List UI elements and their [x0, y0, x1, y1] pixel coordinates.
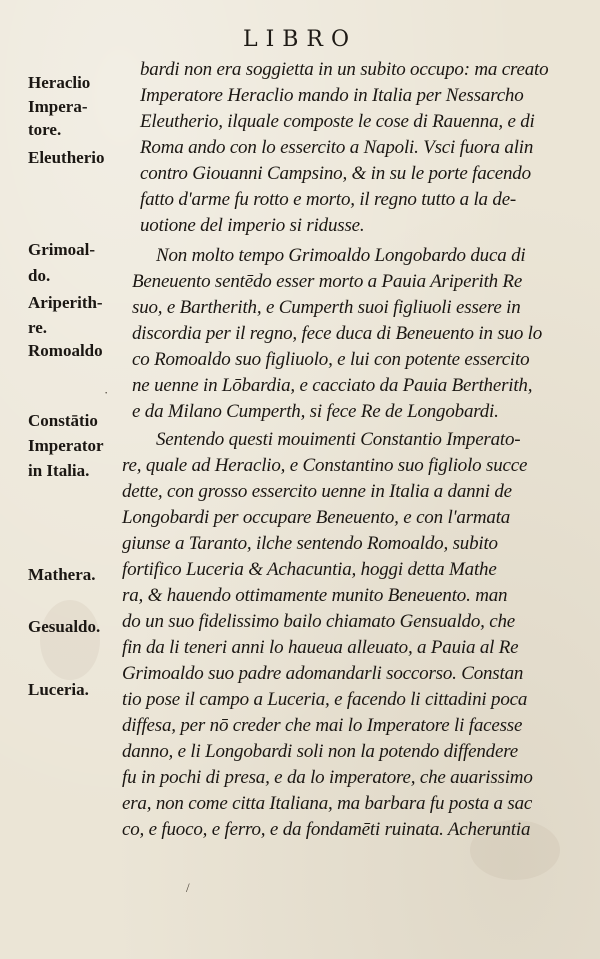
text-line: fortifico Luceria & Achacuntia, hoggi detta Mathe: [122, 559, 497, 580]
paper-stain: [40, 600, 100, 680]
text-line: era, non come citta Italiana, ma barbara fu posta a sac: [122, 793, 533, 814]
text-line: contro Giouanni Campsino, & in su le porte facendo: [140, 163, 531, 184]
margin-note: re.: [28, 318, 48, 337]
text-line: Non molto tempo Grimoaldo Longobardo duca di: [156, 245, 526, 266]
text-line: tio pose il campo a Luceria, e facendo li cittadini poca: [122, 689, 528, 710]
margin-note: Impera-: [28, 97, 88, 116]
margin-note: Luceria.: [28, 680, 89, 699]
text-line: Grimoaldo suo padre adomandarli soccorso. Constan: [122, 663, 524, 684]
text-line: suo, e Bartherith, e Cumperth suoi figliuoli essere in: [132, 297, 521, 318]
text-line: Eleutherio, ilquale composte le cose di Rauenna, e di: [140, 111, 535, 132]
text-line: danno, e li Longobardi soli non la potendo diffendere: [122, 741, 518, 762]
margin-note: Ariperith-: [28, 293, 103, 312]
margin-note: Romoaldo: [28, 341, 103, 360]
text-line: Imperatore Heraclio mando in Italia per Nessarcho: [140, 85, 524, 106]
stray-mark: /: [186, 880, 190, 895]
text-line: do un suo fidelissimo bailo chiamato Gensualdo, che: [122, 611, 515, 632]
text-line: Sentendo questi mouimenti Constantio Imperato-: [156, 429, 521, 450]
margin-note: in Italia.: [28, 461, 90, 480]
margin-note: Constātio: [28, 411, 98, 430]
margin-note: Heraclio: [28, 73, 91, 92]
margin-note: Eleutherio: [28, 148, 105, 167]
text-line: e da Milano Cumperth, si fece Re de Longobardi.: [132, 401, 499, 422]
margin-note: do.: [28, 266, 51, 285]
text-line: co, e fuoco, e ferro, e da fondamēti ruinata. Acheruntia: [122, 819, 531, 840]
text-line: fu in pochi di presa, e da lo imperatore, che auarissimo: [122, 767, 533, 788]
margin-note: Imperator: [28, 436, 104, 455]
stray-mark: ·: [104, 385, 109, 400]
text-line: Longobardi per occupare Beneuento, e con l'armata: [122, 507, 511, 528]
margin-note: Mathera.: [28, 565, 96, 584]
text-line: fin da li teneri anni lo haueua alleuato, a Pauia al Re: [122, 637, 519, 658]
text-line: dette, con grosso essercito uenne in Italia a danni de: [122, 481, 512, 502]
text-line: Roma ando con lo essercito a Napoli. Vsci fuora alin: [140, 137, 534, 158]
text-line: uotione del imperio si ridusse.: [140, 215, 365, 236]
text-line: re, quale ad Heraclio, e Constantino suo figliolo succe: [122, 455, 528, 476]
text-line: ra, & hauendo ottimamente munito Beneuento. man: [122, 585, 508, 606]
text-line: co Romoaldo suo figliuolo, e lui con potente essercito: [132, 349, 530, 370]
margin-note: tore.: [28, 120, 62, 139]
text-line: ne uenne in Lōbardia, e cacciato da Pauia Bertherith,: [132, 375, 533, 396]
text-line: giunse a Taranto, ilche sentendo Romoaldo, subito: [122, 533, 498, 554]
text-line: fatto d'arme fu rotto e morto, il regno tutto a la de-: [140, 189, 517, 210]
text-line: bardi non era soggietta in un subito occupo: ma creato: [140, 59, 549, 80]
margin-note: Grimoal-: [28, 240, 96, 259]
running-head: LIBRO: [242, 27, 358, 52]
margin-note: Gesualdo.: [28, 617, 101, 636]
text-line: discordia per il regno, fece duca di Beneuento in suo lo: [132, 323, 543, 344]
text-line: Beneuento sentēdo esser morto a Pauia Ariperith Re: [132, 271, 523, 292]
text-line: diffesa, per nō creder che mai lo Imperatore li facesse: [122, 715, 523, 736]
